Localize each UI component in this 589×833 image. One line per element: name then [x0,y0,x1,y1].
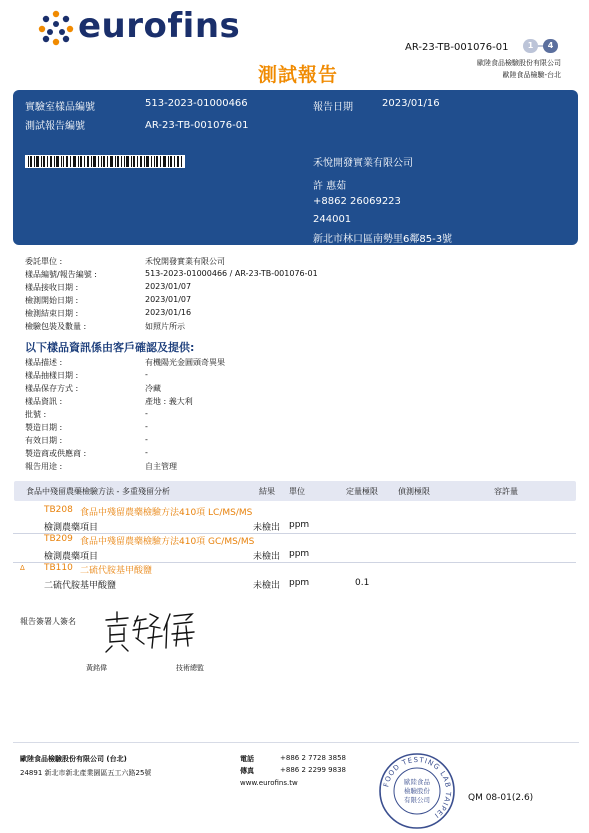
analyte-loq: 0.1 [355,578,370,588]
info-label: 檢測結束日期 : [25,309,79,318]
header-method: 食品中殘留農藥檢驗方法 - 多重殘留分析 [26,487,170,496]
client-info-label: 樣品抽樣日期 : [25,371,79,380]
client-info-label: 有效日期 : [25,436,63,445]
info-value: 513-2023-01000466 / AR-23-TB-001076-01 [145,269,318,278]
footer-tel-label: 電話 [240,755,254,763]
signature-label: 報告簽署人簽名 [20,617,76,626]
analyte-result: 未檢出 [253,581,281,591]
info-label: 樣品編號/報告編號 : [25,270,97,279]
accreditation-mark: Δ [20,564,25,572]
info-label: 委託單位 : [25,257,63,266]
analyte-name: 二硫代胺基甲酸鹽 [44,581,117,591]
company-branch: 歐陸食品檢驗-台北 [502,71,561,79]
info-label: 檢驗包裝及數量 : [25,322,87,331]
client-info-label: 樣品描述 : [25,358,63,367]
client-info-value: 冷藏 [145,384,161,393]
results-table-header [14,481,576,501]
client-info-value: - [145,409,148,418]
lab-sample-value: 513-2023-01000466 [145,98,248,109]
client-info-label: 製造日期 : [25,423,63,432]
client-info-value: 有機陽光金圓頭奇異果 [145,358,225,367]
stamp-text: 有限公司 [404,796,430,804]
method-name: 二硫代胺基甲酸鹽 [80,566,153,576]
logo-wordmark: eurofins [78,6,241,46]
report-summary-panel [13,90,578,245]
client-contact: 許 惠茹 [313,181,347,192]
client-info-value: - [145,435,148,444]
client-postcode: 244001 [313,214,352,225]
lab-sample-label: 實驗室樣品編號 [25,102,95,113]
header-result: 結果 [259,487,275,496]
client-phone: +8862 26069223 [313,196,401,207]
page-title: 測試報告 [258,64,339,86]
form-code: QM 08-01(2.6) [468,793,534,803]
page-total: 4 [543,39,558,53]
report-no-label: 測試報告編號 [25,121,85,132]
report-date-label: 報告日期 [313,102,353,113]
header-lod: 偵測極限 [398,487,430,496]
method-code: TB209 [44,534,73,544]
company-name: 歐陸食品檢驗股份有限公司 [477,59,561,67]
header-limit: 容許量 [494,487,518,496]
client-info-label: 樣品保存方式 : [25,384,79,393]
header-loq: 定量極限 [346,487,378,496]
analyte-unit: ppm [289,578,310,588]
footer-fax-label: 傳真 [240,767,254,775]
method-name: 食品中殘留農藥檢驗方法410項 GC/MS/MS [80,537,255,547]
signer-position: 技術總監 [176,664,204,672]
footer-website: www.eurofins.tw [240,779,298,787]
client-info-value: - [145,370,148,379]
info-value: 禾悅開發實業有限公司 [145,257,225,266]
client-info-label: 報告用途 : [25,462,63,471]
signer-name: 黃銘偉 [86,664,107,672]
client-name: 禾悅開發實業有限公司 [313,158,413,169]
page-current: 1 [523,39,538,53]
client-info-label: 樣品資訊 : [25,397,63,406]
stamp-text: 歐陸食品 [404,778,430,786]
method-name: 食品中殘留農藥檢驗方法410項 LC/MS/MS [80,508,253,518]
analyte-unit: ppm [289,520,310,530]
footer-fax-value: +886 2 2299 9838 [280,766,346,774]
method-code: TB110 [44,563,73,573]
header-unit: 單位 [289,487,305,496]
report-no-value: AR-23-TB-001076-01 [145,120,249,131]
info-value: 2023/01/07 [145,282,192,291]
report-code: AR-23-TB-001076-01 [405,42,509,53]
info-label: 檢測開始日期 : [25,296,79,305]
client-info-label: 製造商或供應商 : [25,449,87,458]
client-info-label: 批號 : [25,410,47,419]
footer-tel-value: +886 2 7728 3858 [280,754,346,762]
analyte-unit: ppm [289,549,310,559]
footer-divider [13,742,579,743]
eurofins-logo-icon [38,10,74,46]
barcode [25,155,185,168]
analyte-result: 未檢出 [253,523,281,533]
method-code: TB208 [44,505,73,515]
page-indicator [523,39,567,53]
info-label: 樣品接收日期 : [25,283,79,292]
info-value: 如照片所示 [145,322,185,331]
analyte-name: 檢測農藥項目 [44,552,99,562]
company-seal-stamp [378,752,456,830]
report-date-value: 2023/01/16 [382,98,440,109]
client-info-heading: 以下樣品資訊係由客戶確認及提供: [25,341,195,354]
client-info-value: - [145,448,148,457]
stamp-text: 檢驗股份 [404,787,430,795]
analyte-name: 檢測農藥項目 [44,523,99,533]
client-info-value: 自主管理 [145,462,177,471]
info-value: 2023/01/16 [145,308,192,317]
client-info-value: - [145,422,148,431]
info-value: 2023/01/07 [145,295,192,304]
footer-company: 歐陸食品檢驗股份有限公司 (台北) [20,755,127,763]
analyte-result: 未檢出 [253,552,281,562]
client-info-value: 產地 : 義大利 [145,397,193,406]
stamp-ring-text: FOOD TESTING LAB TAIPEI [382,755,453,820]
client-address: 新北市林口區南勢里6鄰85-3號 [313,234,453,245]
handwritten-signature [100,608,200,654]
footer-address: 24891 新北市新北產業園區五工六路25號 [20,769,152,777]
